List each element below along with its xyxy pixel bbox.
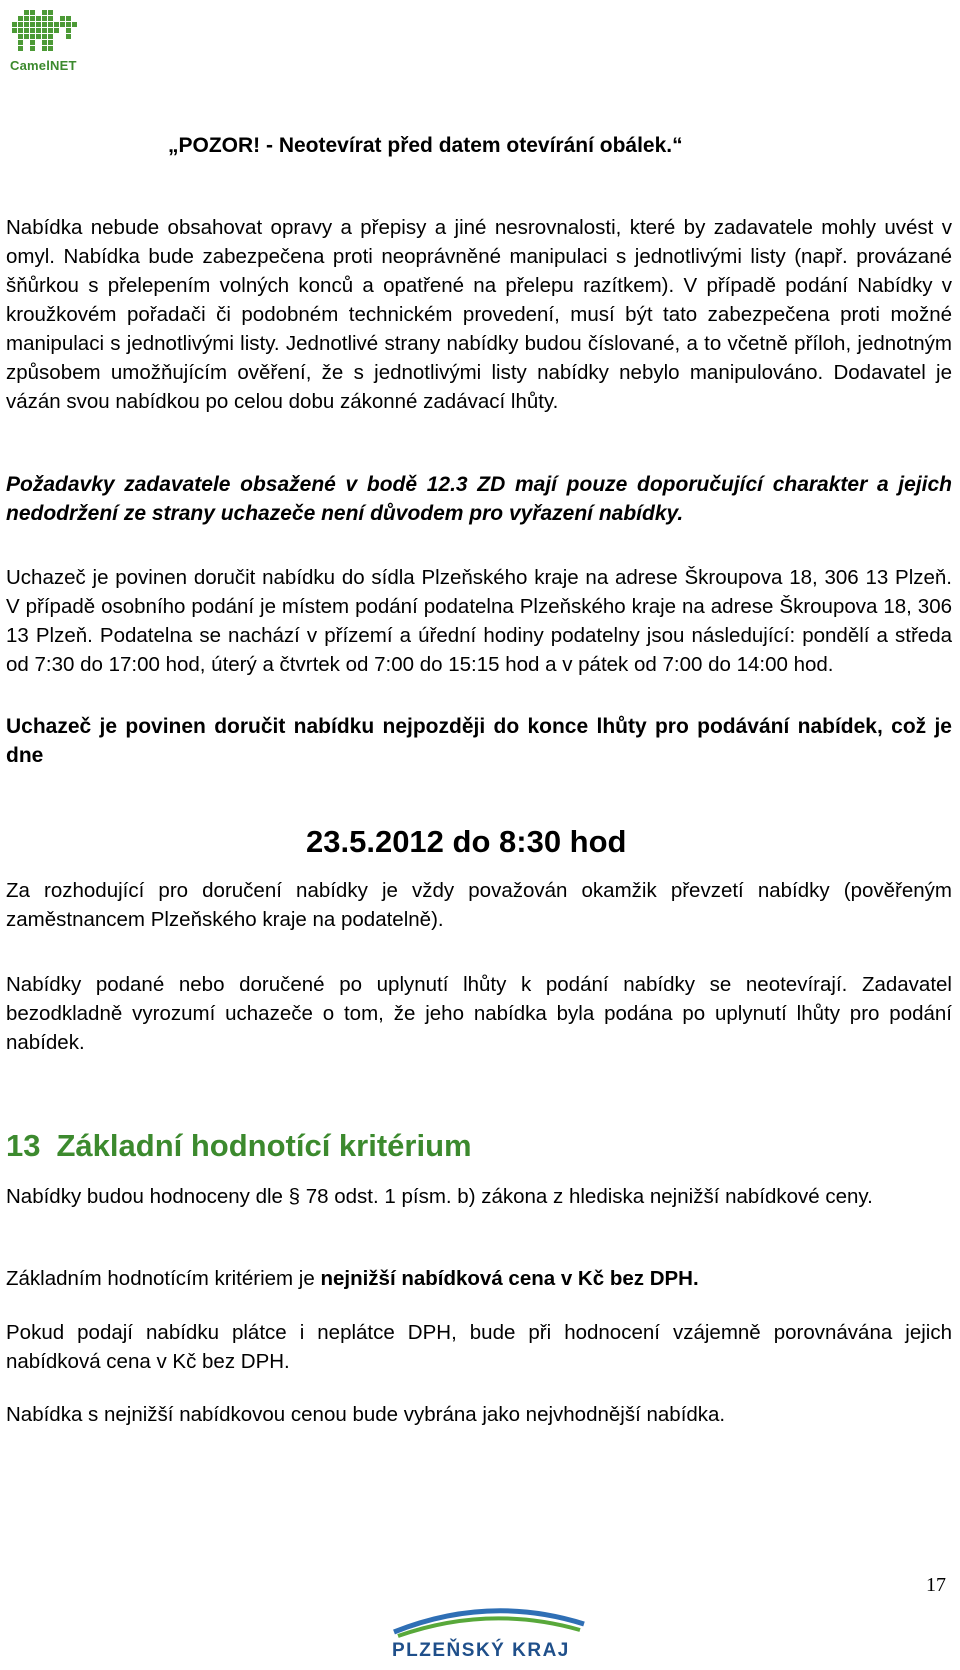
camelnet-logo-text: CamelNET xyxy=(10,58,77,73)
section-title: Základní hodnotící kritérium xyxy=(56,1128,472,1163)
paragraph-deadline-intro: Uchazeč je povinen doručit nabídku nejpozději do konce lhůty pro podávání nabídek, což je dne xyxy=(6,715,952,767)
paragraph-requirements-note: Požadavky zadavatele obsažené v bodě 12.3 ZD mají pouze doporučující charakter a jejich nedodržení ze strany uchazeče není důvodem pro vyřazení nabídky. xyxy=(6,473,952,525)
submission-deadline: 23.5.2012 do 8:30 hod xyxy=(306,824,627,859)
plzensky-kraj-text: PLZEŇSKÝ KRAJ xyxy=(392,1640,570,1661)
paragraph-criterion xyxy=(6,1264,952,1293)
swoosh-icon xyxy=(384,1598,594,1642)
section-number: 13 xyxy=(6,1128,41,1163)
paragraph-late-offers: Nabídky podané nebo doručené po uplynutí lhůty k podání nabídky se neotevírají. Zadavatel bezodkladně vyrozumí uchazeče o tom, že jeho nabídka byla podána po uplynutí lhůty pro podání nabídek. xyxy=(6,973,952,1054)
camelnet-logo xyxy=(4,4,82,74)
page-number: 17 xyxy=(926,1574,946,1596)
paragraph-delivery-moment: Za rozhodující pro doručení nabídky je vždy považován okamžik převzetí nabídky (pověřeným zaměstnancem Plzeňského kraje na podatelně). xyxy=(6,879,952,931)
plzensky-kraj-logo xyxy=(384,1598,594,1666)
warning-notice: „POZOR! - Neotevírat před datem otevírání obálek.“ xyxy=(168,134,683,157)
paragraph-vat-comparison: Pokud podají nabídku plátce i neplátce DPH, bude při hodnocení vzájemně porovnávána jejich nabídková cena v Kč bez DPH. xyxy=(6,1321,952,1373)
paragraph-selection: Nabídka s nejnižší nabídkovou cenou bude vybrána jako nejvhodnější nabídka. xyxy=(6,1403,726,1426)
paragraph-evaluation-basis: Nabídky budou hodnoceny dle § 78 odst. 1 písm. b) zákona z hlediska nejnižší nabídkové ceny. xyxy=(6,1185,873,1208)
paragraph-offer-integrity: Nabídka nebude obsahovat opravy a přepisy a jiné nesrovnalosti, které by zadavatele mohly uvést v omyl. Nabídka bude zabezpečena proti neoprávněné manipulaci s jednotlivými listy (např. provázané šňůrkou s přelepením volných konců a opatřené na přelepu razítkem). V případě podání Nabídky v kroužkovém pořadači či podobném technickém provedení, musí být tato zabezpečena proti možné manipulaci s jednotlivými listy. Jednotlivé strany nabídky budou číslované, a to včetně příloh, jednotným způsobem umožňujícím ověření, že s jednotlivými listy nabídky nebylo manipulováno. Dodavatel je vázán svou nabídkou po celou dobu zákonné zadávací lhůty. xyxy=(6,216,952,413)
paragraph-delivery-address: Uchazeč je povinen doručit nabídku do sídla Plzeňského kraje na adrese Škroupova 18, 306 13 Plzeň. V případě osobního podání je místem podání podatelna Plzeňského kraje na adrese Škroupova 18, 306 13 Plzeň. Podatelna se nachází v přízemí a úřední hodiny podatelny jsou následující: pondělí a středa od 7:30 do 17:00 hod, úterý a čtvrtek od 7:00 do 15:15 hod a v pátek od 7:00 do 14:00 hod. xyxy=(6,566,952,676)
criterion-prefix: Základním hodnotícím kritériem je xyxy=(6,1267,321,1290)
section-heading xyxy=(6,1128,472,1164)
camel-icon xyxy=(4,4,82,60)
criterion-highlight: nejnižší nabídková cena v Kč bez DPH. xyxy=(320,1267,699,1290)
